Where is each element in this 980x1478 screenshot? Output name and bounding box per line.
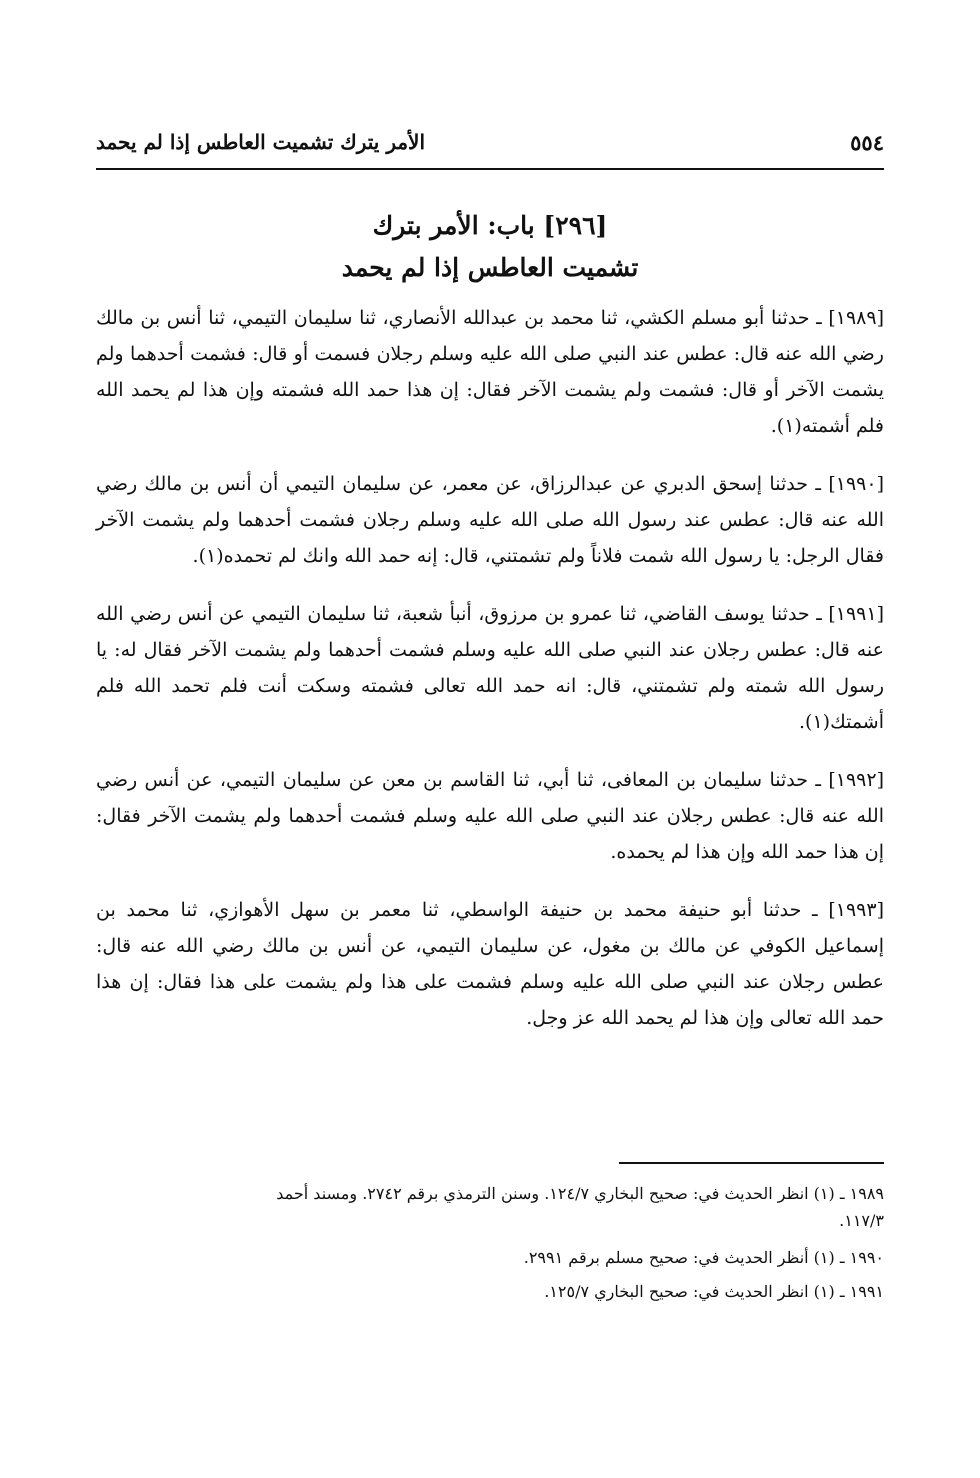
- chapter-title-line-2: تشميت العاطس إذا لم يحمد: [341, 253, 639, 282]
- hadith-number: [١٩٩١]: [828, 603, 884, 625]
- footnote: ١٩٨٩ ـ (١) انظر الحديث في: صحيح البخاري ١٢٤/٧. وسنن الترمذي برقم ٢٧٤٢. ومسند أحمد: [276, 1184, 884, 1203]
- running-title: الأمر يترك تشميت العاطس إذا لم يحمد: [96, 130, 426, 154]
- footnote-separator: [619, 1162, 884, 1164]
- hadith-number: [١٩٨٩]: [828, 307, 884, 329]
- footnote: ١٩٩٠ ـ (١) أنظر الحديث في: صحيح مسلم برقم ٢٩٩١.: [523, 1248, 884, 1267]
- hadith-text: ـ حدثنا إسحق الدبري عن عبدالرزاق، عن معمر، عن سليمان التيمي أن أنس بن مالك رضي الله عنه قال: عطس عند رسول الله صلى الله عليه وسلم رجلان فشمت أحدهما ولم يشمت الآخر فقال الرجل: يا رسول الله شمت فلاناً ولم تشمتني، قال: إنه حمد الله وانك لم تحمده(١).: [96, 473, 884, 567]
- hadith-text: ـ حدثنا يوسف القاضي، ثنا عمرو بن مرزوق، أنبأ شعبة، ثنا سليمان التيمي عن أنس رضي الله عنه قال: عطس رجلان عند النبي صلى الله عليه وسلم فشمت أحدهما ولم يشمت الآخر فقال له: يا رسول الله شمته ولم تشمتني، قال: انه حمد الله تعالى فشمته وسكت أنت فلم تحمد الله فلم أشمتك(١).: [96, 603, 884, 733]
- running-header: [96, 128, 884, 170]
- hadith-number: [١٩٩٣]: [828, 899, 884, 921]
- footnote: ١٩٩١ ـ (١) انظر الحديث في: صحيح البخاري ١٢٥/٧.: [544, 1282, 884, 1301]
- hadith-text: ـ حدثنا سليمان بن المعافى، ثنا أبي، ثنا القاسم بن معن عن سليمان التيمي، عن أنس رضي الله عنه قال: عطس رجلان عند النبي صلى الله عليه وسلم فشمت أحدهما ولم يشمت الآخر فقال: إن هذا حمد الله وإن هذا لم يحمده.: [96, 769, 884, 863]
- footnote-continuation: ١١٧/٣.: [839, 1211, 884, 1230]
- hadith-paragraph: [96, 466, 884, 574]
- page-number: ٥٥٤: [850, 130, 884, 155]
- hadith-text: ـ حدثنا أبو مسلم الكشي، ثنا محمد بن عبدالله الأنصاري، ثنا سليمان التيمي، ثنا أنس بن مالك رضي الله عنه قال: عطس عند النبي صلى الله عليه وسلم رجلان فسمت أو قال: فشمت أحدهما ولم يشمت الآخر أو قال: فشمت ولم يشمت الآخر فقال: إن هذا حمد الله فشمته وإن هذا لم يحمد الله فلم أشمته(١).: [96, 307, 884, 437]
- hadith-number: [١٩٩٠]: [828, 473, 884, 495]
- hadith-paragraph: [96, 762, 884, 870]
- main-text: [96, 300, 884, 1058]
- hadith-number: [١٩٩٢]: [828, 769, 884, 791]
- hadith-text: ـ حدثنا أبو حنيفة محمد بن حنيفة الواسطي، ثنا معمر بن سهل الأهوازي، ثنا محمد بن إسماعيل الكوفي عن مالك بن مغول، عن سليمان التيمي، عن أنس بن مالك رضي الله عنه قال: عطس رجلان عند النبي صلى الله عليه وسلم فشمت على هذا ولم يشمت على هذا فقال: إن هذا حمد الله تعالى وإن هذا لم يحمد الله عز وجل.: [96, 899, 884, 1029]
- chapter-heading: [96, 205, 884, 289]
- hadith-paragraph: [96, 300, 884, 444]
- chapter-title-line-1: [٢٩٦] باب: الأمر بترك: [372, 211, 608, 240]
- footnotes: [96, 1180, 884, 1312]
- hadith-paragraph: [96, 596, 884, 740]
- hadith-paragraph: [96, 892, 884, 1036]
